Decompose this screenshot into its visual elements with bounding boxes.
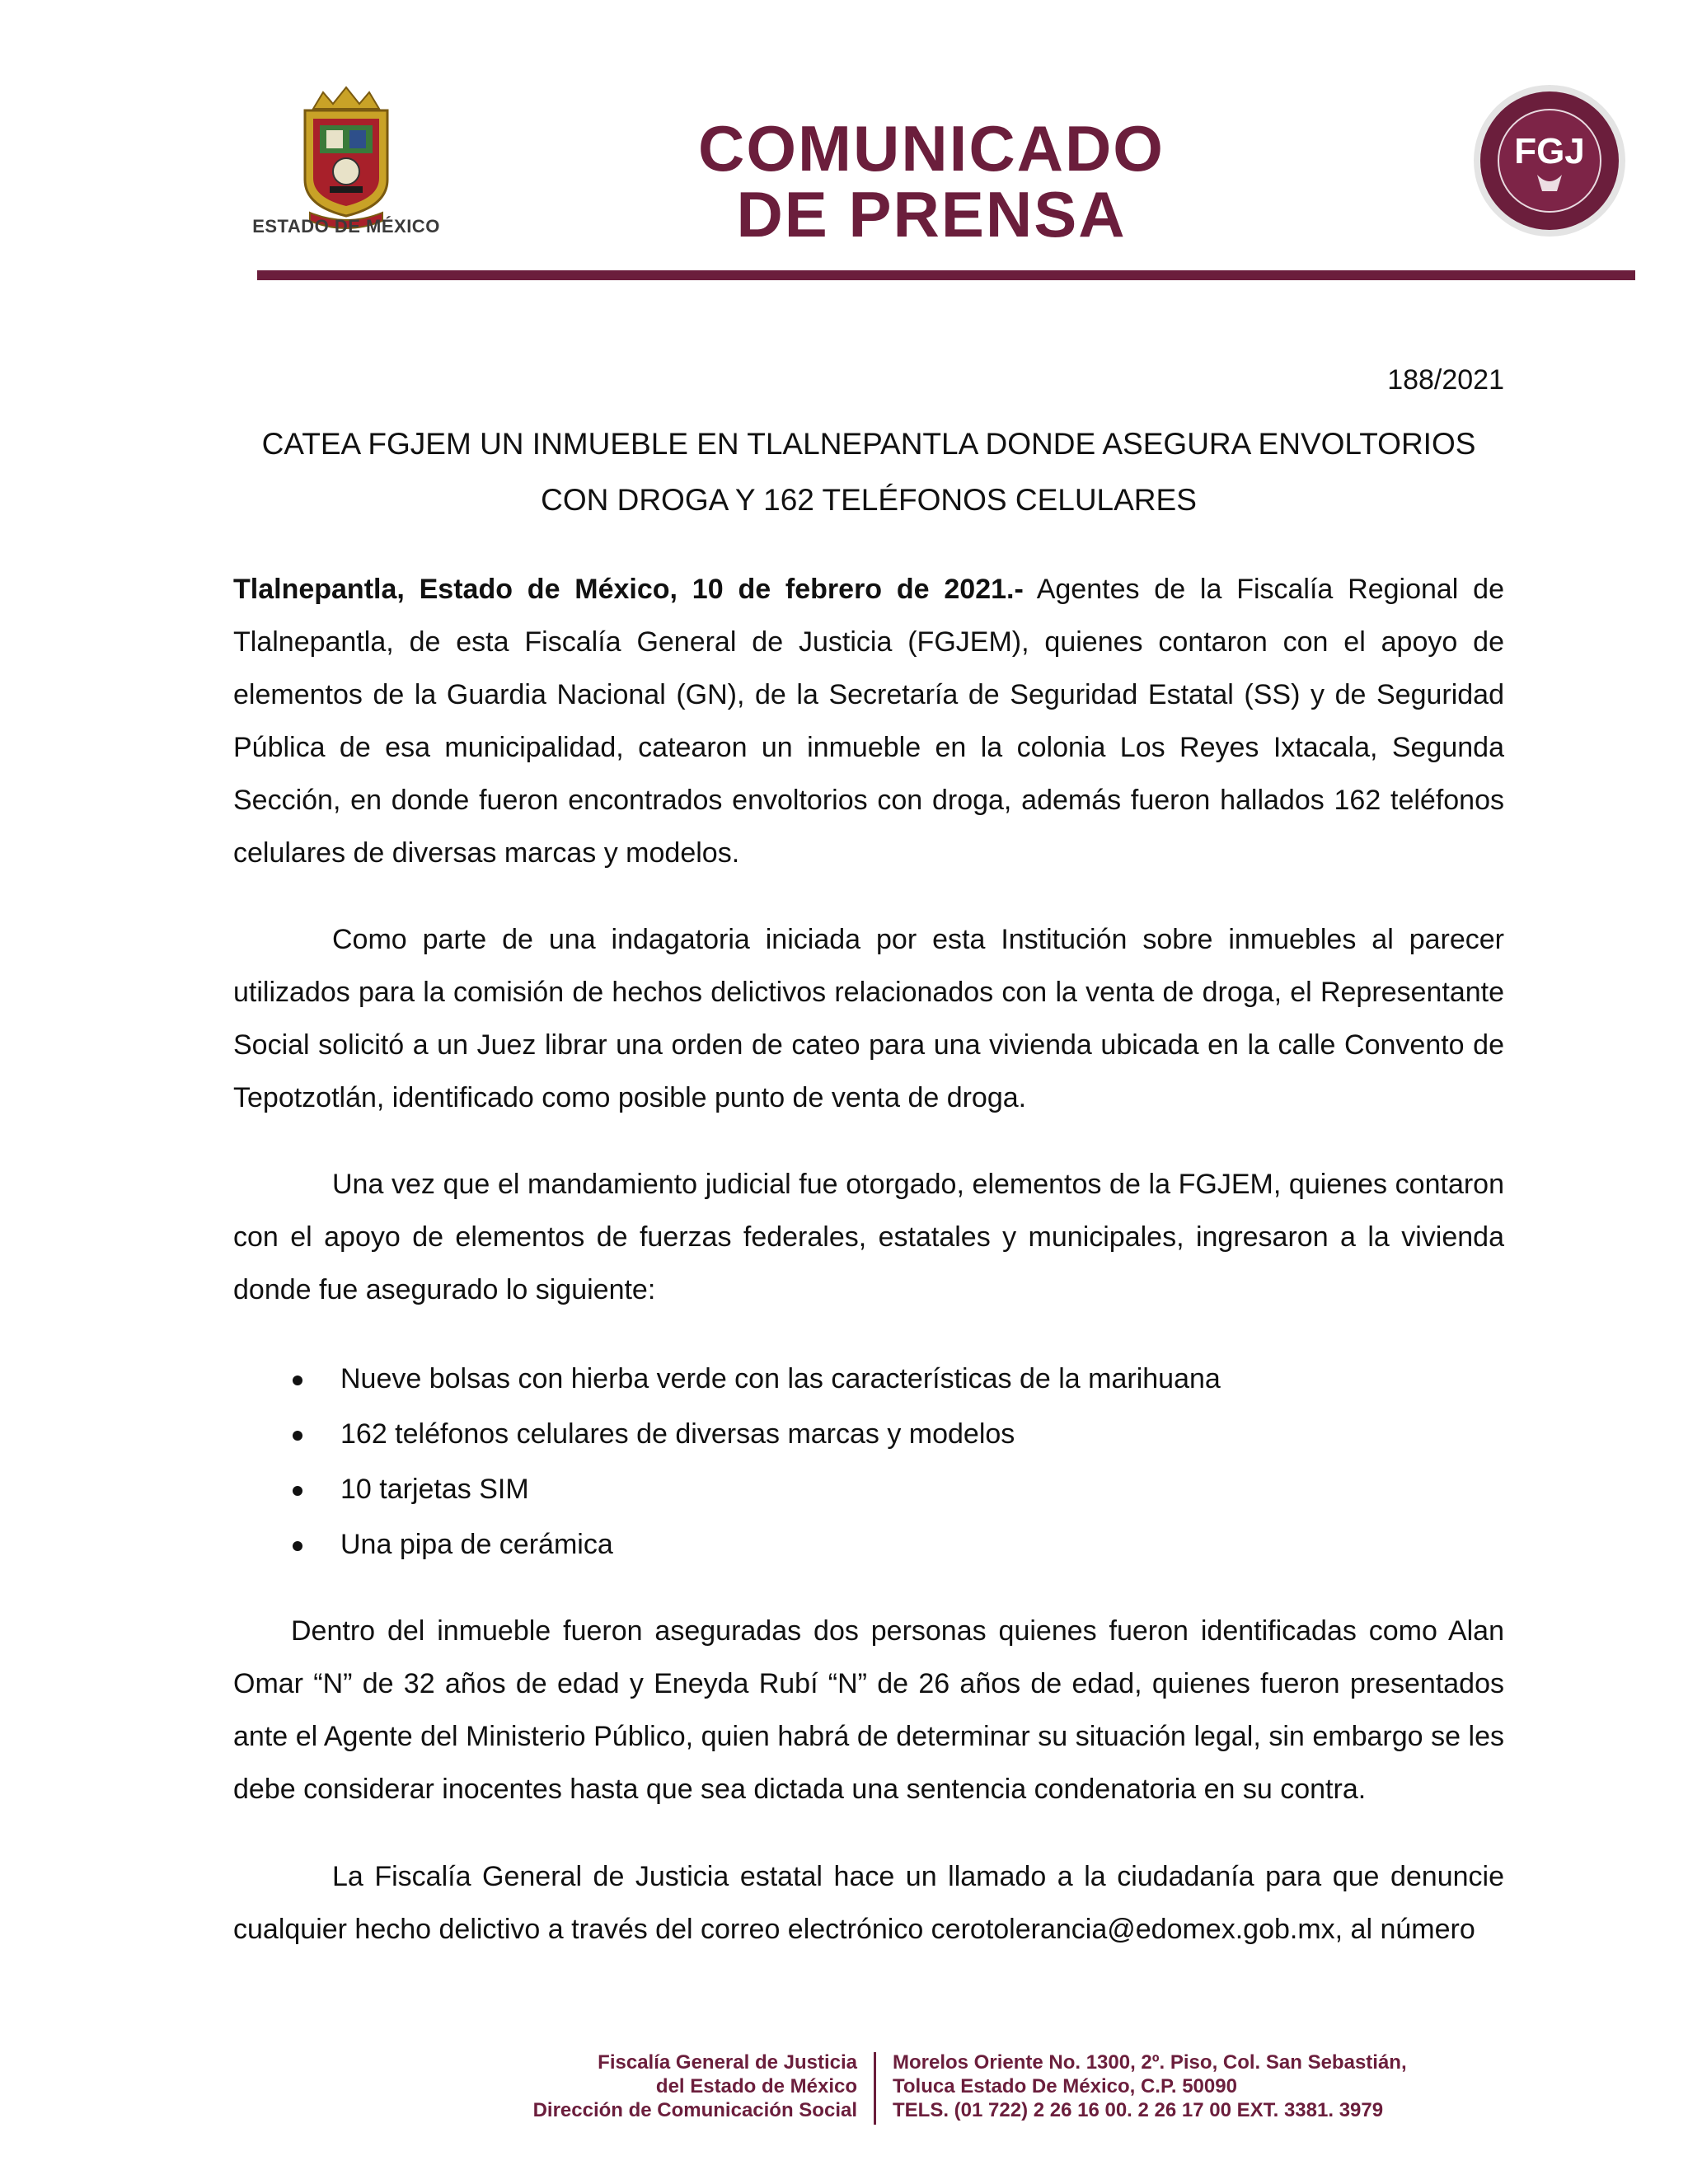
paragraph-5 bbox=[233, 1605, 1504, 1816]
paragraph-3-text: Una vez que el mandamiento judicial fue otorgado, elementos de la FGJEM, quienes contaron con el apoyo de elementos de fuerzas federales, estatales y municipales, ingresaron a la vivienda donde fue asegurado lo siguiente: bbox=[233, 1169, 1504, 1305]
dateline: Tlalnepantla, Estado de México, 10 de febrero de 2021.- bbox=[233, 574, 1024, 605]
footer-left-line-2: del Estado de México bbox=[655, 2075, 857, 2097]
paragraph-2 bbox=[233, 913, 1504, 1124]
headline-line-2: CON DROGA Y 162 TELÉFONOS CELULARES bbox=[541, 483, 1197, 517]
bullet-icon bbox=[293, 1431, 302, 1441]
footer-address bbox=[893, 2050, 1552, 2122]
press-release-number: 188/2021 bbox=[1387, 364, 1504, 396]
footer-left-line-3: Dirección de Comunicación Social bbox=[532, 2099, 857, 2121]
footer-right-line-3: TELS. (01 722) 2 26 16 00. 2 26 17 00 EXT. 3381. 3979 bbox=[893, 2099, 1384, 2121]
paragraph-1 bbox=[233, 563, 1504, 879]
header-divider bbox=[257, 270, 1635, 280]
paragraph-1-body: Agentes de la Fiscalía Regional de Tlalnepantla, de esta Fiscalía General de Justicia (FGJEM), quienes contaron con el apoyo de elementos de la Guardia Nacional (GN), de la Secretaría de Seguridad Estatal (SS) y de Seguridad Pública de esa municipalidad, catearon un inmueble en la colonia Los Reyes Ixtacala, Segunda Sección, en donde fueron encontrados envoltorios con droga, además fueron hallados 162 teléfonos celulares de diversas marcas y modelos. bbox=[233, 574, 1504, 869]
footer-left-line-1: Fiscalía General de Justicia bbox=[598, 2051, 857, 2074]
list-item bbox=[284, 1407, 1356, 1462]
headline bbox=[232, 416, 1505, 528]
footer-institution bbox=[462, 2050, 857, 2122]
paragraph-2-text: Como parte de una indagatoria iniciada por esta Institución sobre inmuebles al parecer utilizados para la comisión de hechos delictivos relacionados con la venta de droga, el Representante Social solicitó a un Juez librar una orden de cateo para una vivienda ubicada en la calle Convento de Tepotzotlán, identificado como posible punto de venta de droga. bbox=[233, 924, 1504, 1113]
paragraph-5-text: Dentro del inmueble fueron aseguradas dos personas quienes fueron identificadas como Alan Omar “N” de 32 años de edad y Eneyda Rubí “N” de 26 años de edad, quienes fueron presentados ante el Agente del Ministerio Público, quien habrá de determinar su situación legal, sin embargo se les debe considerar inocentes hasta que sea dictada una sentencia condenatoria en su contra. bbox=[233, 1615, 1504, 1805]
paragraph-3 bbox=[233, 1158, 1504, 1316]
list-item-text: Nueve bolsas con hierba verde con las características de la marihuana bbox=[340, 1363, 1221, 1394]
fgj-logo-text: FGJ bbox=[1514, 131, 1585, 171]
list-item-text: 162 teléfonos celulares de diversas marcas y modelos bbox=[340, 1418, 1015, 1450]
list-item bbox=[284, 1517, 1356, 1572]
state-label: ESTADO DE MÉXICO bbox=[252, 216, 440, 237]
footer-right-line-2: Toluca Estado De México, C.P. 50090 bbox=[893, 2075, 1237, 2097]
footer-divider bbox=[874, 2052, 876, 2125]
list-item bbox=[284, 1462, 1356, 1517]
bullet-icon bbox=[293, 1376, 302, 1385]
footer-right-line-1: Morelos Oriente No. 1300, 2º. Piso, Col. San Sebastián, bbox=[893, 2051, 1407, 2074]
list-item-text: Una pipa de cerámica bbox=[340, 1529, 613, 1560]
bullet-icon bbox=[293, 1541, 302, 1551]
bullet-icon bbox=[293, 1486, 302, 1496]
list-item bbox=[284, 1352, 1356, 1407]
paragraph-6-text: La Fiscalía General de Justicia estatal hace un llamado a la ciudadanía para que denuncie cualquier hecho delictivo a través del correo electrónico cerotolerancia@edomex.gob.mx, al número bbox=[233, 1861, 1504, 1945]
paragraph-6 bbox=[233, 1850, 1504, 1956]
list-item-text: 10 tarjetas SIM bbox=[340, 1474, 529, 1505]
press-release-title bbox=[528, 112, 1335, 251]
headline-line-1: CATEA FGJEM UN INMUEBLE EN TLALNEPANTLA DONDE ASEGURA ENVOLTORIOS bbox=[261, 427, 1476, 461]
title-line-2: DE PRENSA bbox=[736, 178, 1127, 251]
fgj-seal-logo bbox=[1471, 82, 1628, 239]
seized-items-list bbox=[284, 1352, 1356, 1572]
title-line-1: COMUNICADO bbox=[698, 112, 1165, 185]
